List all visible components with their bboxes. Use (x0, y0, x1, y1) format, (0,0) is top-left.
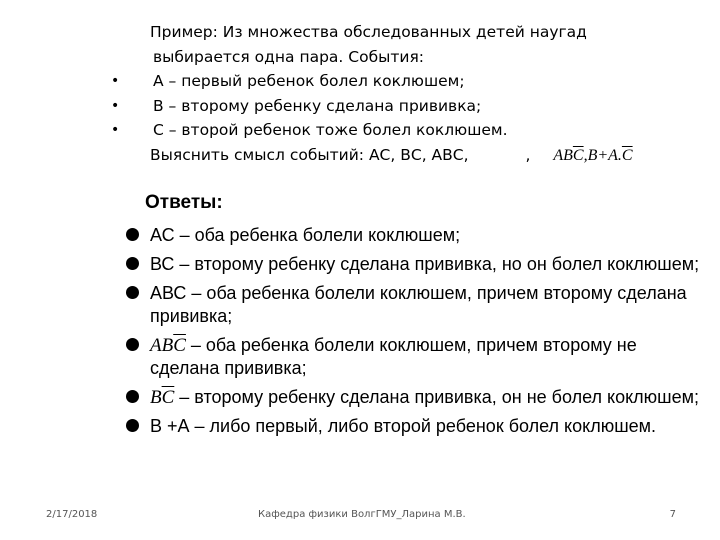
bullet-icon: • (111, 122, 120, 138)
formula-overline: $\overline{C}$ (173, 335, 186, 356)
formula-overlap: B+A. (587, 146, 622, 164)
question-formula (553, 147, 632, 164)
formula-main: AB (553, 146, 573, 164)
bullet-icon (126, 228, 139, 241)
bullet-icon (126, 257, 139, 270)
question-comma: , (525, 145, 531, 164)
formula-main: AB (150, 335, 174, 356)
answers-title: Ответы: (145, 192, 223, 213)
event-c (111, 118, 710, 143)
answer-item (126, 334, 706, 380)
formula-tail-overline: $\overline{C}$ (621, 146, 633, 164)
answer-item (126, 282, 706, 328)
footer-page-number: 7 (669, 509, 676, 520)
question-text: Выяснить смысл событий: АС, ВС, АВС, (150, 145, 469, 164)
answer-lead: В +А (150, 416, 190, 436)
formula-overline: $\overline{C}$ (161, 387, 175, 408)
answer-text: – либо первый, либо второй ребенок болел коклюшем. (189, 416, 657, 436)
formula-main: B (150, 387, 162, 408)
footer-date: 2/17/2018 (46, 509, 98, 520)
answer-text: – оба ребенка болели коклюшем, причем второму не сделана прививка; (150, 335, 637, 378)
bullet-icon (126, 419, 139, 432)
bullet-icon: • (111, 97, 120, 114)
event-a-text: А – первый ребенок болел коклюшем; (153, 72, 465, 90)
example-block (111, 20, 710, 168)
answer-item (126, 253, 706, 276)
answer-lead: АС (150, 225, 175, 245)
answer-text: – второму ребенку сделана прививка, он не болел коклюшем; (174, 387, 699, 407)
intro-line-2: выбирается одна пара. События: (153, 47, 425, 66)
bullet-icon: • (111, 73, 120, 89)
answers-list (126, 224, 706, 444)
answer-formula (150, 335, 186, 356)
answer-text: – второму ребенку сделана прививка, но он болел коклюшем; (174, 254, 700, 274)
event-a (111, 69, 710, 94)
answer-lead: ВС (150, 254, 175, 274)
answer-item (126, 415, 706, 438)
formula-overline: $\overline{C}$ (572, 146, 584, 164)
bullet-icon (126, 286, 139, 299)
answer-text: – оба ребенка болели коклюшем, причем второму сделана прививка; (150, 283, 687, 326)
question-line (120, 143, 710, 169)
intro-line-1: Пример: Из множества обследованных детей наугад (150, 23, 587, 41)
event-c-text: С – второй ребенок тоже болел коклюшем. (153, 121, 508, 139)
answer-text: – оба ребенка болели коклюшем; (174, 225, 461, 245)
answer-item (126, 224, 706, 247)
formula-sep: , (583, 146, 588, 164)
event-b (111, 94, 710, 119)
answer-lead: АВС (150, 283, 187, 303)
answer-item (126, 386, 706, 409)
bullet-icon (126, 338, 139, 351)
event-b-text: В – второму ребенку сделана прививка; (153, 96, 482, 115)
footer-department: Кафедра физики ВолгГМУ_Ларина М.В. (258, 509, 466, 520)
bullet-icon (126, 390, 139, 403)
answer-formula (150, 387, 174, 408)
